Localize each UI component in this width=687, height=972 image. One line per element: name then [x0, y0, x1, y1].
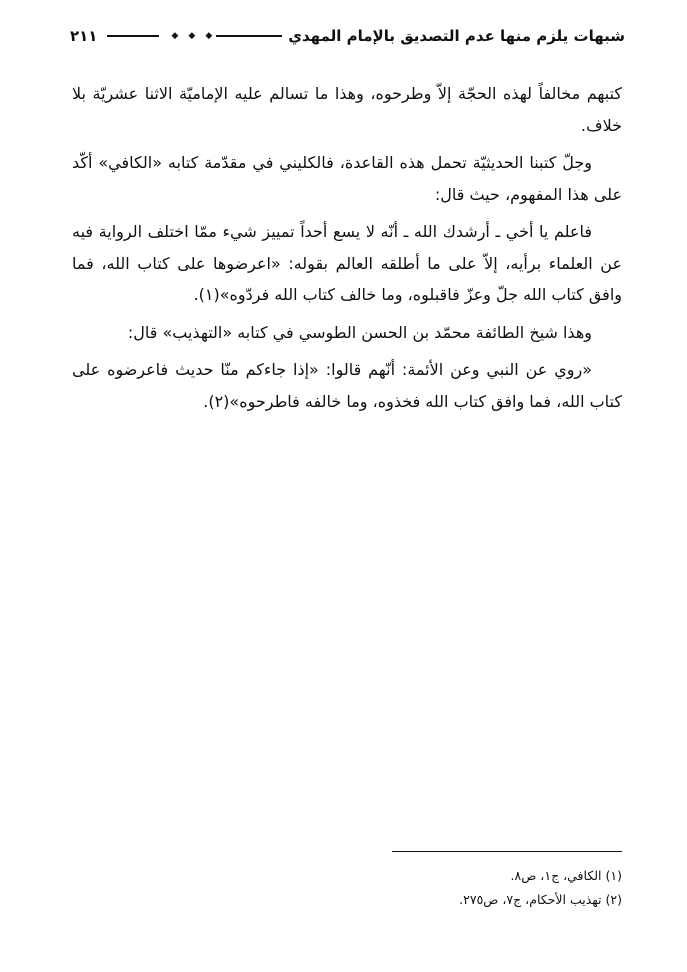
diamond-icon: ◆: [188, 31, 196, 41]
quoted-paragraph: «روي عن النبي وعن الأئمة: أنّهم قالوا: «إذا جاءكم منّا حديث فاعرضوه على كتاب الله، فما وافق كتاب الله فخذوه، وما خالفه فاطرحوه»(٢).: [72, 360, 622, 411]
header-rule: [107, 35, 159, 37]
diamond-icon: ◆: [171, 31, 179, 41]
diamond-icon: ◆: [205, 31, 213, 41]
footnote: (١) الكافي، ج١، ص٨.: [510, 868, 622, 883]
footnote-separator: [392, 851, 622, 852]
header-rule: [216, 35, 282, 37]
paragraph: وهذا شيخ الطائفة محمّد بن الحسن الطوسي في كتابه «التهذيب» قال:: [127, 322, 592, 342]
main-text: [72, 78, 622, 423]
header-ornament: [171, 31, 212, 41]
page-header: [70, 22, 625, 50]
quoted-paragraph: فاعلم يا أخي ـ أرشدك الله ـ أنّه لا يسع أحداً تمييز شيء ممّا اختلف الرواية فيه عن العلماء برأيه، إلاّ على ما أطلقه العالم بقوله: «اعرضوها على كتاب الله، فما وافق كتاب الله جلّ وعزّ فاقبلوه، وما خالف كتاب الله فردّوه»(١).: [72, 222, 622, 304]
paragraph: وجلّ كتبنا الحديثيّة تحمل هذه القاعدة، فالكليني في مقدّمة كتابه «الكافي» أكّد على هذا المفهوم، حيث قال:: [72, 153, 622, 204]
footnotes: [72, 864, 622, 912]
running-title: شبهات يلزم منها عدم التصديق بالإمام المهدي: [288, 27, 625, 45]
page-number: ٢١١: [70, 27, 98, 45]
paragraph: كتبهم مخالفاً لهذه الحجّة إلاّ وطرحوه، وهذا ما تسالم عليه الإماميّة الاثنا عشريّة بلا خلاف.: [72, 84, 622, 135]
footnote: (٢) تهذيب الأحكام، ج٧، ص٢٧٥.: [459, 892, 622, 907]
